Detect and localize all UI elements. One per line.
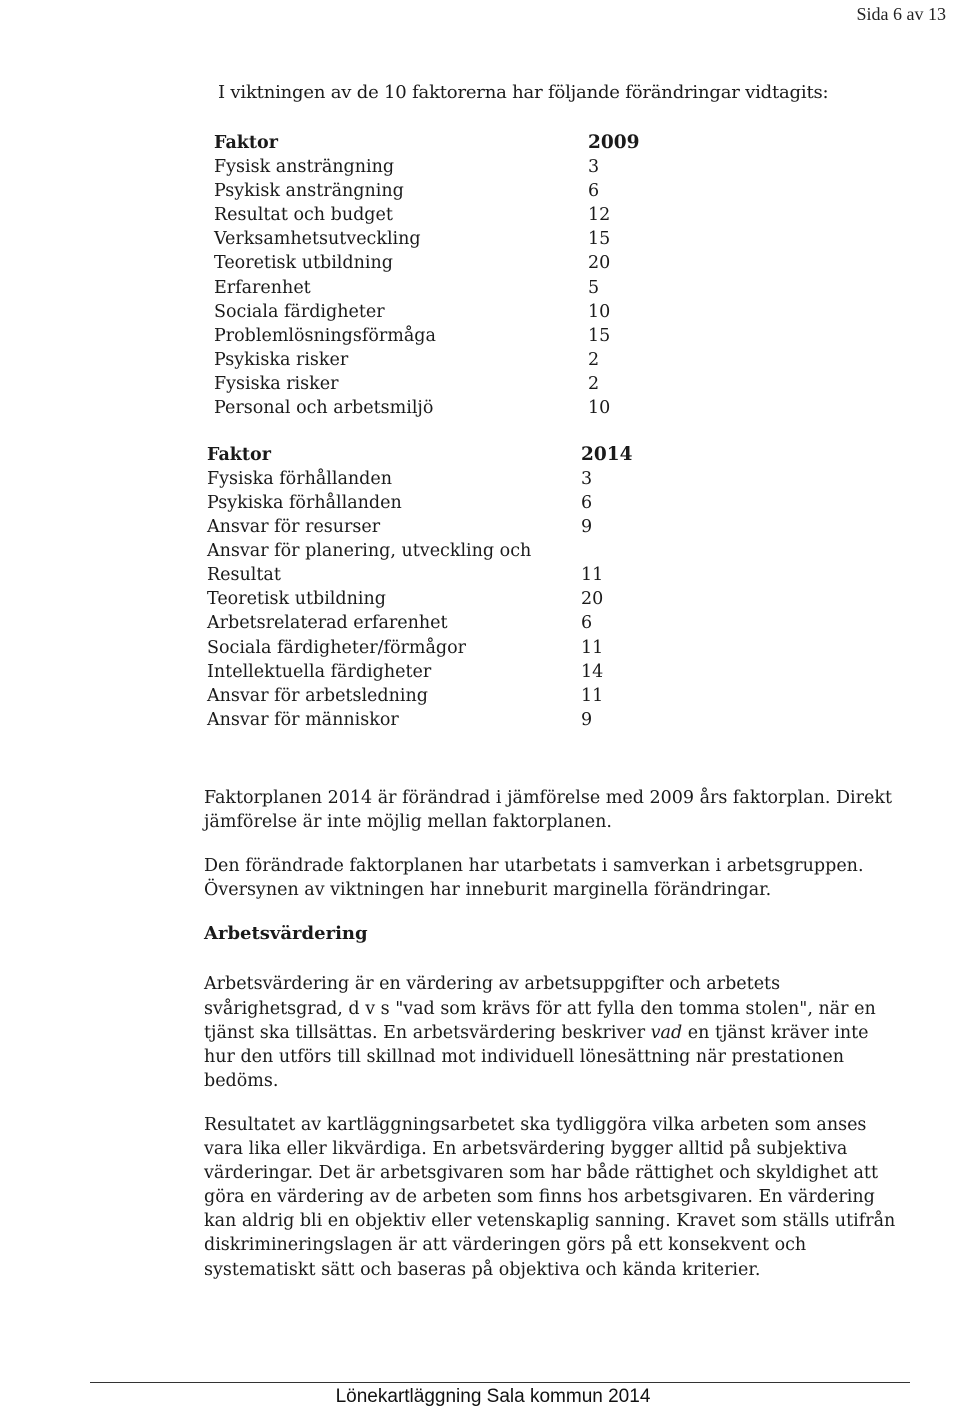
factor-value: 11 <box>581 685 604 706</box>
paragraph-text: Arbetsvärdering är en värdering av arbetsuppgifter och arbetets svårighetsgrad, d v s "vad som krävs för att fylla den tomma stolen", när en tjänst ska tillsättas. En arbetsvärdering beskriver <box>204 974 876 1043</box>
intro-text: I viktningen av de 10 faktorerna har följande förändringar vidtagits: <box>218 82 829 103</box>
table-row <box>214 348 644 372</box>
table-row <box>207 684 637 708</box>
factor-value: 5 <box>588 277 600 298</box>
factor-value: 2 <box>588 373 600 394</box>
table-row <box>207 587 637 611</box>
factor-name: Ansvar för resurser <box>207 517 381 538</box>
factor-value: 10 <box>588 301 611 322</box>
table-row <box>214 227 644 251</box>
factor-name: Psykisk ansträngning <box>214 181 404 202</box>
factor-name: Fysiska förhållanden <box>207 469 392 490</box>
page-number: Sida 6 av 13 <box>856 4 946 24</box>
factor-value: 14 <box>581 661 604 682</box>
table-row <box>207 611 637 635</box>
factor-name: Fysisk ansträngning <box>214 157 395 178</box>
factor-name: Arbetsrelaterad erfarenhet <box>207 613 448 634</box>
factor-value: 3 <box>588 157 600 178</box>
factor-name: Psykiska risker <box>214 349 349 370</box>
emphasis-text: vad <box>650 1022 683 1043</box>
factor-value: 20 <box>581 589 604 610</box>
factor-name: Teoretisk utbildning <box>214 253 393 274</box>
table-row <box>214 396 644 420</box>
table-row <box>207 660 637 684</box>
factor-table-2009 <box>214 131 644 420</box>
table-row <box>207 467 637 491</box>
factor-value: 9 <box>581 709 593 730</box>
factor-name: Ansvar för människor <box>207 709 399 730</box>
factor-value: 2 <box>588 349 600 370</box>
footer-divider <box>90 1382 910 1383</box>
factor-name: Ansvar för planering, utveckling och Resultat <box>207 541 532 586</box>
table-row <box>207 708 637 732</box>
factor-name: Sociala färdigheter/förmågor <box>207 637 467 658</box>
factor-value: 15 <box>588 325 611 346</box>
factor-value: 6 <box>581 493 593 514</box>
column-header-year: 2014 <box>581 444 633 465</box>
factor-value: 12 <box>588 205 611 226</box>
factor-name: Personal och arbetsmiljö <box>214 398 434 419</box>
factor-value: 10 <box>588 398 611 419</box>
paragraph-collaboration: Den förändrade faktorplanen har utarbetats i samverkan i arbetsgruppen. Översynen av viktningen har inneburit marginella förändringar. <box>204 856 864 901</box>
factor-value: 3 <box>581 469 593 490</box>
table-row <box>214 372 644 396</box>
factor-value: 11 <box>581 565 604 586</box>
column-header-factor: Faktor <box>207 445 271 465</box>
factor-name: Sociala färdigheter <box>214 301 385 322</box>
factor-value: 9 <box>581 517 593 538</box>
factor-value: 15 <box>588 229 611 250</box>
paragraph-definition <box>204 972 904 1092</box>
factor-name: Problemlösningsförmåga <box>214 325 436 346</box>
factor-name: Verksamhetsutveckling <box>214 229 421 250</box>
table-row <box>214 300 644 324</box>
table-row <box>214 324 644 348</box>
factor-name: Fysiska risker <box>214 373 339 394</box>
factor-name: Psykiska förhållanden <box>207 493 402 514</box>
table-row <box>207 491 637 515</box>
factor-value: 11 <box>581 637 604 658</box>
paragraph-result: Resultatet av kartläggningsarbetet ska tydliggöra vilka arbeten som anses vara lika eller likvärdiga. En arbetsvärdering bygger alltid på subjektiva värderingar. Det är arbetsgivaren som har både rättighet och skyldighet att göra en värdering av de arbeten som finns hos arbetsgivaren. En värdering kan aldrig bli en objektiv eller vetenskaplig sanning. Kravet som ställs utifrån diskrimineringslagen är att värderingen görs på ett konsekvent och systematiskt sätt och baseras på objektiva och kända kriterier. <box>204 1114 896 1280</box>
body-text <box>204 786 904 1302</box>
factor-name: Teoretisk utbildning <box>207 589 386 610</box>
table-row <box>214 155 644 179</box>
paragraph-text: en tjänst kräver inte hur den utförs till skillnad mot individuell lönesättning när prestationen bedöms. <box>204 1022 869 1091</box>
factor-name: Resultat och budget <box>214 205 393 226</box>
paragraph-comparison: Faktorplanen 2014 är förändrad i jämförelse med 2009 års faktorplan. Direkt jämförelse är inte möjlig mellan faktorplanen. <box>204 788 892 833</box>
column-header-year: 2009 <box>588 132 640 153</box>
table-header <box>207 443 637 467</box>
factor-name: Intellektuella färdigheter <box>207 661 432 682</box>
factor-value: 6 <box>581 613 593 634</box>
section-heading: Arbetsvärdering <box>204 923 368 945</box>
table-header <box>214 131 644 155</box>
table-row <box>207 636 637 660</box>
table-row <box>207 515 637 539</box>
factor-name: Erfarenhet <box>214 277 311 298</box>
factor-name: Ansvar för arbetsledning <box>207 685 428 706</box>
table-row <box>214 251 644 275</box>
table-row <box>214 276 644 300</box>
column-header-factor: Faktor <box>214 133 278 153</box>
factor-value: 20 <box>588 253 611 274</box>
factor-table-2014 <box>207 443 637 732</box>
table-row <box>207 539 637 587</box>
table-row <box>214 203 644 227</box>
factor-value: 6 <box>588 181 600 202</box>
footer: Lönekartläggning Sala kommun 2014 <box>335 1386 651 1407</box>
table-row <box>214 179 644 203</box>
